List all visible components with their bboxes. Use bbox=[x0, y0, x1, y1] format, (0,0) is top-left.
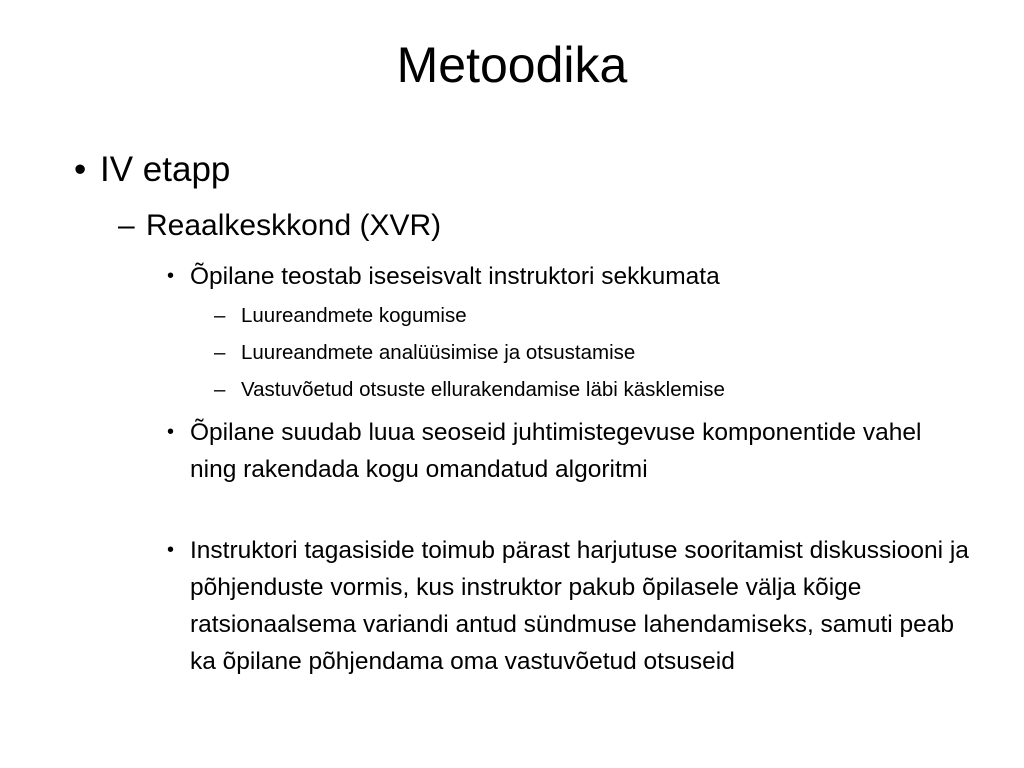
bullet-text: Reaalkeskkond (XVR) bbox=[146, 209, 442, 242]
dash-icon: – bbox=[214, 304, 226, 327]
bullet-level3-teostab bbox=[167, 258, 970, 295]
bullet-text: Õpilane suudab luua seoseid juhtimistegevuse komponentide vahel ning rakendada kogu omandatud algoritmi bbox=[190, 419, 922, 483]
bullet-text: IV etapp bbox=[100, 150, 231, 189]
bullet-icon: • bbox=[167, 539, 175, 561]
bullet-level4-kogumise bbox=[214, 302, 467, 330]
dash-icon: – bbox=[118, 209, 135, 242]
bullet-icon: • bbox=[167, 421, 175, 443]
bullet-text: Instruktori tagasiside toimub pärast harjutuse sooritamist diskussiooni ja põhjenduste vormis, kus instruktor pakub õpilasele välja kõige ratsionaalsema variandi antud sündmuse lahendamiseks, samuti peab ka õpilane põhjendama oma vastuvõetud otsuseid bbox=[190, 537, 969, 675]
bullet-level4-ellurakendamise bbox=[214, 376, 725, 404]
dash-icon: – bbox=[214, 341, 226, 364]
bullet-icon: • bbox=[74, 150, 87, 189]
bullet-text: Õpilane teostab iseseisvalt instruktori sekkumata bbox=[190, 263, 720, 290]
bullet-text: Luureandmete kogumise bbox=[241, 304, 467, 327]
bullet-text: Luureandmete analüüsimise ja otsustamise bbox=[241, 341, 636, 364]
bullet-level1-iv-etapp bbox=[74, 148, 230, 192]
bullet-text: Vastuvõetud otsuste ellurakendamise läbi käsklemise bbox=[241, 378, 725, 401]
bullet-icon: • bbox=[167, 265, 175, 287]
dash-icon: – bbox=[214, 378, 226, 401]
bullet-level3-tagasiside bbox=[167, 532, 970, 680]
bullet-level4-analuusimise bbox=[214, 339, 635, 367]
slide-title: Metoodika bbox=[396, 37, 628, 93]
bullet-level2-reaalkeskkond bbox=[118, 206, 441, 246]
bullet-level3-seoseid bbox=[167, 414, 970, 488]
